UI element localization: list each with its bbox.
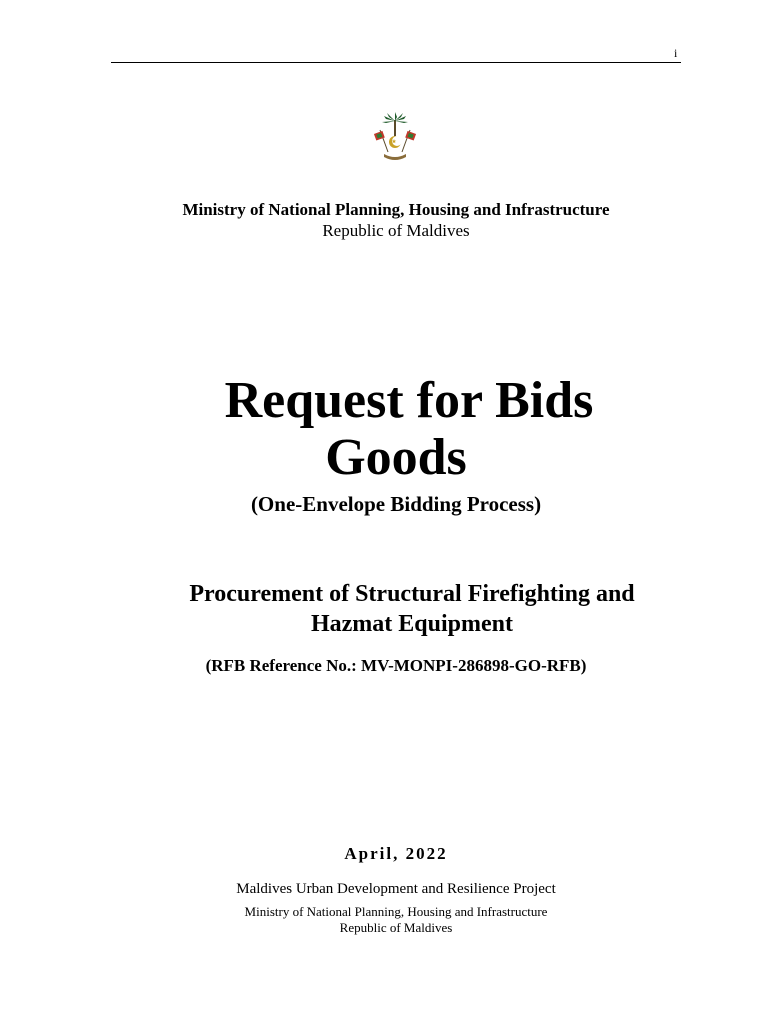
procurement-title-line1: Procurement of Structural Firefighting and — [189, 581, 635, 607]
issue-date: April, 2022 — [344, 844, 448, 863]
header-country-name: Republic of Maldives — [322, 221, 470, 240]
procurement-title-line2: Hazmat Equipment — [310, 611, 513, 637]
header-rule — [111, 62, 681, 63]
document-title: Request for Bids — [224, 372, 594, 429]
rfb-reference: (RFB Reference No.: MV-MONPI-286898-GO-RFB) — [205, 656, 587, 675]
maldives-state-emblem-icon — [372, 112, 418, 164]
page-number: i — [674, 46, 678, 60]
project-name: Maldives Urban Development and Resilience Project — [236, 881, 556, 897]
footer-ministry-name: Ministry of National Planning, Housing and Infrastructure — [244, 904, 548, 919]
footer-country-name: Republic of Maldives — [339, 920, 453, 935]
document-subtitle: Goods — [325, 429, 467, 486]
bidding-process: (One-Envelope Bidding Process) — [250, 492, 542, 516]
header-ministry-name: Ministry of National Planning, Housing and Infrastructure — [182, 200, 610, 219]
